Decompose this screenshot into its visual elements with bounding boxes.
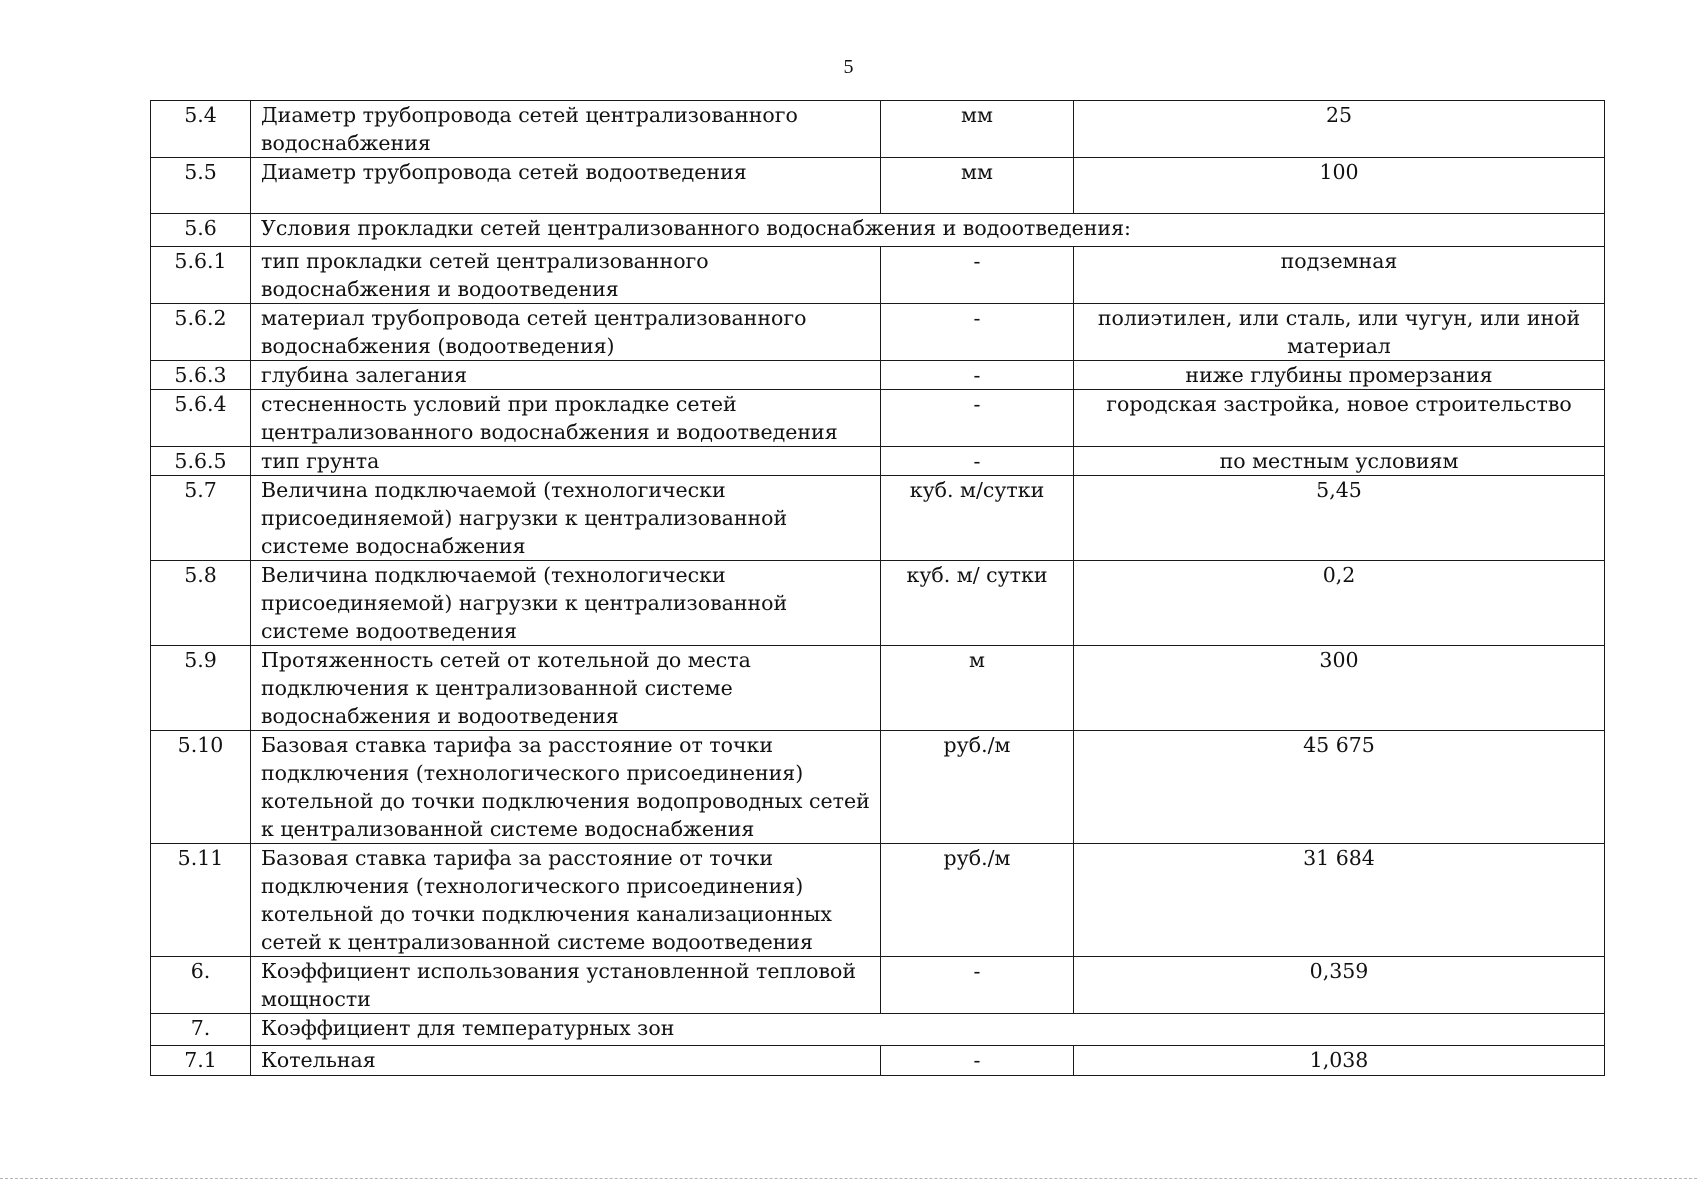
row-number: 5.4 <box>151 101 251 158</box>
parameter-name: Диаметр трубопровода сетей водоотведения <box>251 158 881 214</box>
row-number: 5.6.5 <box>151 447 251 476</box>
table-row <box>151 101 1605 158</box>
table-row <box>151 304 1605 361</box>
parameter-value: 100 <box>1074 158 1605 214</box>
unit-of-measure: м <box>881 646 1074 731</box>
parameter-value: 1,038 <box>1074 1046 1605 1076</box>
row-number: 7.1 <box>151 1046 251 1076</box>
parameter-value: 5,45 <box>1074 476 1605 561</box>
table-row <box>151 646 1605 731</box>
row-number: 6. <box>151 957 251 1014</box>
table-row <box>151 957 1605 1014</box>
unit-of-measure: - <box>881 304 1074 361</box>
parameters-table <box>150 100 1605 1076</box>
parameter-value: 0,2 <box>1074 561 1605 646</box>
parameter-name: стесненность условий при прокладке сетей централизованного водоснабжения и водоотведения <box>251 390 881 447</box>
table-row <box>151 731 1605 844</box>
table-row <box>151 476 1605 561</box>
parameter-value: 300 <box>1074 646 1605 731</box>
unit-of-measure: мм <box>881 158 1074 214</box>
table-row <box>151 361 1605 390</box>
row-number: 5.6.2 <box>151 304 251 361</box>
unit-of-measure: - <box>881 957 1074 1014</box>
table-row-section <box>151 214 1605 247</box>
table-row <box>151 447 1605 476</box>
page-number: 5 <box>843 56 854 78</box>
section-heading: Условия прокладки сетей централизованного водоснабжения и водоотведения: <box>251 214 1605 247</box>
table-row <box>151 158 1605 214</box>
row-number: 5.6.3 <box>151 361 251 390</box>
table-row <box>151 1046 1605 1076</box>
parameter-name: Котельная <box>251 1046 881 1076</box>
parameter-name: тип грунта <box>251 447 881 476</box>
parameter-value: полиэтилен, или сталь, или чугун, или иной материал <box>1074 304 1605 361</box>
row-number: 5.11 <box>151 844 251 957</box>
row-number: 5.7 <box>151 476 251 561</box>
parameter-name: Диаметр трубопровода сетей централизованного водоснабжения <box>251 101 881 158</box>
row-number: 5.6.1 <box>151 247 251 304</box>
parameter-value: 31 684 <box>1074 844 1605 957</box>
parameter-value: 0,359 <box>1074 957 1605 1014</box>
unit-of-measure: - <box>881 447 1074 476</box>
parameter-name: Величина подключаемой (технологически присоединяемой) нагрузки к централизованной системе водоотведения <box>251 561 881 646</box>
scan-edge-rule <box>0 1178 1697 1179</box>
table-row <box>151 390 1605 447</box>
parameter-name: глубина залегания <box>251 361 881 390</box>
row-number: 5.5 <box>151 158 251 214</box>
parameter-name: Протяженность сетей от котельной до места подключения к централизованной системе водоснабжения и водоотведения <box>251 646 881 731</box>
unit-of-measure: куб. м/ сутки <box>881 561 1074 646</box>
parameter-value: 25 <box>1074 101 1605 158</box>
parameter-name: материал трубопровода сетей централизованного водоснабжения (водоотведения) <box>251 304 881 361</box>
unit-of-measure: - <box>881 390 1074 447</box>
parameter-value: по местным условиям <box>1074 447 1605 476</box>
row-number: 7. <box>151 1014 251 1046</box>
parameter-value: ниже глубины промерзания <box>1074 361 1605 390</box>
parameter-name: Величина подключаемой (технологически присоединяемой) нагрузки к централизованной системе водоснабжения <box>251 476 881 561</box>
parameter-name: Базовая ставка тарифа за расстояние от точки подключения (технологического присоединения) котельной до точки подключения водопроводных сетей к централизованной системе водоснабжения <box>251 731 881 844</box>
unit-of-measure: - <box>881 361 1074 390</box>
row-number: 5.10 <box>151 731 251 844</box>
unit-of-measure: руб./м <box>881 731 1074 844</box>
table-row <box>151 247 1605 304</box>
row-number: 5.6.4 <box>151 390 251 447</box>
unit-of-measure: - <box>881 247 1074 304</box>
unit-of-measure: - <box>881 1046 1074 1076</box>
section-heading: Коэффициент для температурных зон <box>251 1014 1605 1046</box>
parameter-value: городская застройка, новое строительство <box>1074 390 1605 447</box>
unit-of-measure: куб. м/сутки <box>881 476 1074 561</box>
parameter-name: Базовая ставка тарифа за расстояние от точки подключения (технологического присоединения) котельной до точки подключения канализационных сетей к централизованной системе водоотведения <box>251 844 881 957</box>
table-row <box>151 561 1605 646</box>
row-number: 5.9 <box>151 646 251 731</box>
table-row-section <box>151 1014 1605 1046</box>
unit-of-measure: мм <box>881 101 1074 158</box>
parameter-name: Коэффициент использования установленной тепловой мощности <box>251 957 881 1014</box>
parameter-name: тип прокладки сетей централизованного водоснабжения и водоотведения <box>251 247 881 304</box>
row-number: 5.8 <box>151 561 251 646</box>
unit-of-measure: руб./м <box>881 844 1074 957</box>
row-number: 5.6 <box>151 214 251 247</box>
parameter-value: 45 675 <box>1074 731 1605 844</box>
table-row <box>151 844 1605 957</box>
parameter-value: подземная <box>1074 247 1605 304</box>
